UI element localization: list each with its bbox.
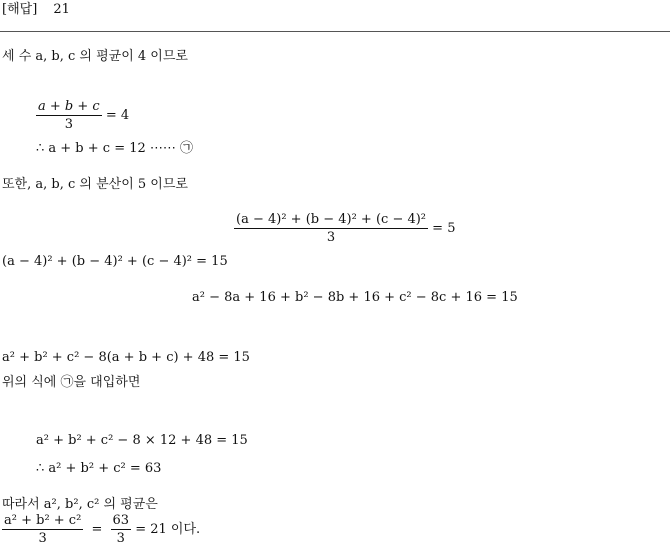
squares-result: ∴ a² + b² + c² = 63	[36, 461, 162, 476]
mean-rhs: = 4	[105, 108, 130, 123]
answer-label: [해답]	[2, 2, 38, 17]
conclusion-numerator-1: a² + b² + c²	[4, 513, 82, 528]
expanded-equation: a² − 8a + 16 + b² − 8b + 16 + c² − 8c + 16 = 15	[192, 290, 518, 305]
variance-denominator: 3	[326, 230, 336, 245]
variance-rhs: = 5	[432, 221, 456, 236]
mean-equation	[36, 100, 129, 131]
conclusion-numerator-2: 63	[112, 513, 130, 528]
substituted-equation: a² + b² + c² − 8 × 12 + 48 = 15	[36, 433, 248, 448]
answer-number: 21	[53, 2, 70, 17]
variance-fraction	[234, 213, 428, 244]
conclusion-equation	[2, 514, 200, 545]
conclusion-denominator-2: 3	[116, 531, 125, 546]
conclusion-equals: =	[91, 522, 103, 537]
variance-statement: 또한, a, b, c 의 분산이 5 이므로	[2, 177, 188, 192]
sum-equation: ∴ a + b + c = 12 ⋯⋯ ㉠	[36, 141, 194, 156]
mean-denominator: 3	[64, 117, 73, 132]
substitution-statement: 위의 식에 ㉠을 대입하면	[2, 375, 141, 390]
conclusion-denominator-1: 3	[38, 531, 47, 546]
variance-numerator: (a − 4)² + (b − 4)² + (c − 4)²	[236, 212, 427, 227]
conclusion-rhs: = 21 이다.	[135, 522, 201, 537]
conclusion-statement: 따라서 a², b², c² 의 평균은	[2, 497, 158, 512]
variance-equation	[234, 213, 455, 244]
answer-header	[2, 3, 70, 16]
conclusion-fraction-1	[2, 514, 83, 545]
mean-numerator: a + b + c	[38, 99, 100, 114]
simplified-equation: a² + b² + c² − 8(a + b + c) + 48 = 15	[2, 350, 250, 365]
mean-statement: 세 수 a, b, c 의 평균이 4 이므로	[2, 49, 188, 64]
squares-sum-equation: (a − 4)² + (b − 4)² + (c − 4)² = 15	[2, 254, 228, 269]
header-divider	[0, 31, 670, 32]
conclusion-fraction-2	[111, 514, 132, 545]
mean-fraction	[36, 100, 102, 131]
